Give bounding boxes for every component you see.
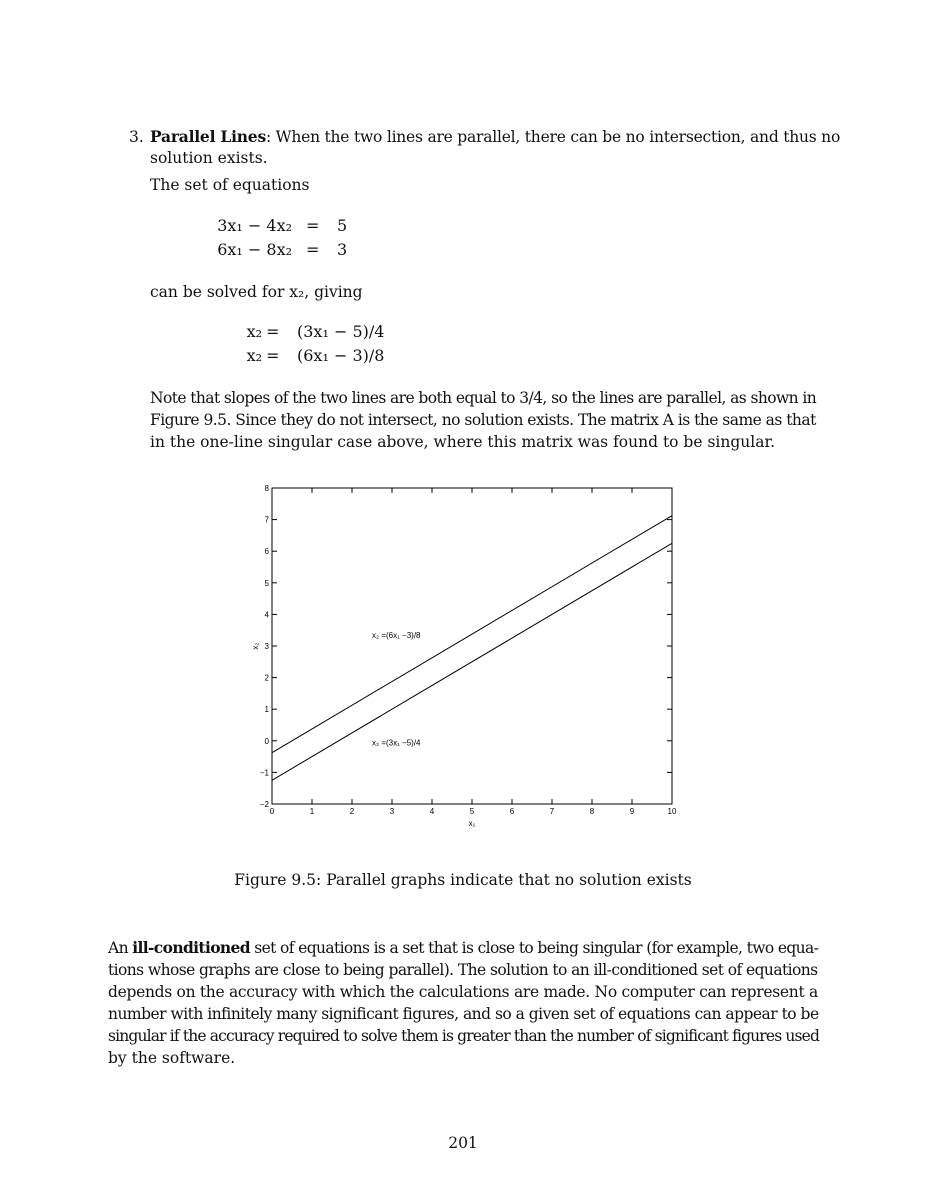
x-tick-label: 2: [349, 807, 355, 816]
x-tick-label: 0: [269, 807, 275, 816]
equation-lhs: 3x₁ − 4x₂: [217, 216, 292, 235]
series-line: [272, 516, 672, 753]
ill-line: depends on the accuracy with which the calculations are made. No computer can represent a: [108, 983, 818, 1001]
equation-rhs: 3: [337, 240, 348, 259]
item-intro-rest: : When the two lines are parallel, there can be no intersection, and thus no: [265, 128, 841, 146]
x-tick-label: 7: [549, 807, 555, 816]
figure-caption: Figure 9.5: Parallel graphs indicate that no solution exists: [234, 871, 692, 889]
y-tick-label: 0: [264, 736, 269, 746]
ill-line-1: [108, 937, 818, 959]
series-annotation: x₂ =(6x₁ −3)/8: [372, 631, 421, 641]
ill-line: tions whose graphs are close to being parallel). The solution to an ill-conditioned set of equations: [108, 961, 818, 979]
equation-rel: =: [306, 240, 320, 259]
equation-rhs: (3x₁ − 5)/4: [297, 322, 385, 341]
equation-lhs: x₂: [246, 322, 262, 341]
y-tick-label: 3: [264, 642, 269, 651]
equation-rhs: 5: [337, 216, 348, 235]
page-number: 201: [448, 1134, 478, 1152]
series-line: [272, 543, 672, 780]
y-tick-label: 5: [264, 578, 269, 588]
chart-lines: [272, 516, 672, 781]
equation-rel: =: [266, 346, 280, 365]
plot-frame: [272, 488, 672, 804]
ill-term: ill-conditioned: [132, 938, 250, 957]
x-axis-label: x₁: [468, 819, 476, 828]
x-tick-label: 5: [469, 807, 475, 816]
chart-axes: [272, 488, 672, 804]
ill-line: singular if the accuracy required to solve them is greater than the number of significant figures used: [108, 1027, 820, 1045]
ill-line: number with infinitely many significant figures, and so a given set of equations can appear to be: [108, 1005, 819, 1023]
y-tick-label: −2: [259, 800, 269, 809]
equation-rel: =: [266, 322, 280, 341]
set-of-equations-text: The set of equations: [150, 176, 310, 194]
solved-text: can be solved for x₂, giving: [150, 283, 363, 301]
y-tick-label: −1: [259, 768, 269, 778]
x-tick-label: 9: [629, 807, 635, 816]
note-line: Note that slopes of the two lines are both equal to 3/4, so the lines are parallel, as shown in: [150, 389, 817, 407]
item-intro-line1: [150, 126, 840, 148]
note-line: in the one-line singular case above, where this matrix was found to be singular.: [150, 433, 776, 451]
x-tick-label: 1: [309, 807, 315, 816]
x-tick-label: 4: [429, 807, 435, 816]
note-line: Figure 9.5. Since they do not intersect, no solution exists. The matrix A is the same as that: [150, 411, 816, 429]
x-tick-label: 8: [589, 807, 595, 816]
y-axis-label: x₂: [251, 642, 260, 650]
y-tick-label: 7: [264, 515, 269, 525]
series-annotation: x₂ =(3x₁ −5)/4: [372, 738, 421, 748]
equation-lhs: x₂: [246, 346, 262, 365]
item-number: 3.: [129, 128, 144, 146]
item-intro-line2: solution exists.: [150, 149, 268, 167]
x-tick-label: 3: [389, 807, 395, 816]
x-tick-label: 10: [667, 807, 677, 816]
ill-line1-rest: set of equations is a set that is close to being singular (for example, two equa-: [250, 939, 819, 957]
y-tick-label: 8: [264, 484, 269, 493]
chart-labels: [251, 484, 677, 828]
y-tick-label: 1: [264, 705, 269, 715]
item-heading: Parallel Lines: [150, 127, 266, 146]
equation-lhs: 6x₁ − 8x₂: [217, 240, 292, 259]
chart-ticks: [272, 488, 672, 804]
equation-rhs: (6x₁ − 3)/8: [297, 346, 385, 365]
ill-lead: An: [108, 939, 133, 957]
ill-last-line: by the software.: [108, 1049, 236, 1067]
y-tick-label: 2: [264, 673, 269, 683]
y-tick-label: 6: [264, 547, 269, 557]
y-tick-label: 4: [264, 610, 269, 620]
figure-9-5-chart: [230, 476, 700, 846]
equation-rel: =: [306, 216, 320, 235]
x-tick-label: 6: [509, 807, 515, 816]
